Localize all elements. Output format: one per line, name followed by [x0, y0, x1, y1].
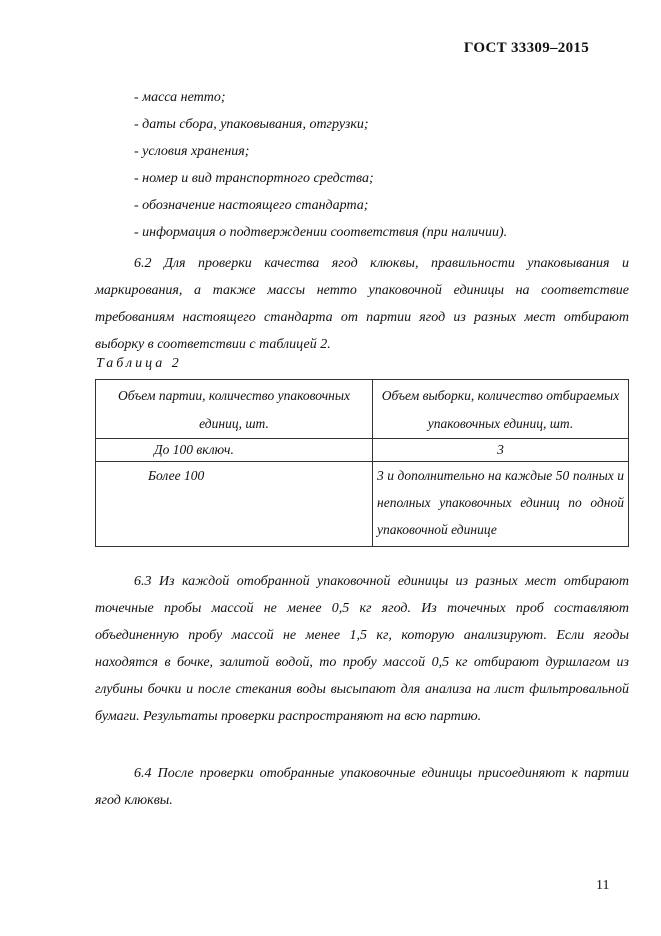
table-cell: 3 [373, 439, 629, 462]
paragraph-6-4 [95, 760, 629, 814]
paragraph-6-3 [95, 568, 629, 730]
list-item: - информация о подтверждении соответствия (при наличии). [134, 225, 508, 240]
sampling-table [95, 379, 629, 547]
list-item: - даты сбора, упаковывания, отгрузки; [134, 117, 369, 132]
document-standard-header: ГОСТ 33309–2015 [463, 40, 589, 56]
table-header-cell: Объем партии, количество упаковочных единиц, шт. [96, 380, 373, 439]
page-number: 11 [596, 878, 610, 893]
table-row [96, 439, 629, 462]
list-item: - номер и вид транспортного средства; [134, 171, 374, 186]
table-cell: Более 100 [96, 462, 373, 547]
table-row [96, 462, 629, 547]
table-header-row [96, 380, 629, 439]
table-header-cell: Объем выборки, количество отбираемых упаковочных единиц, шт. [373, 380, 629, 439]
list-item: - условия хранения; [134, 144, 250, 159]
paragraph-text: 6.4 После проверки отобранные упаковочные единицы присоединяют к партии ягод клюквы. [95, 766, 629, 808]
marking-list [134, 89, 507, 251]
list-item: - обозначение настоящего стандарта; [134, 198, 369, 213]
list-item: - масса нетто; [134, 90, 226, 105]
paragraph-text: 6.2 Для проверки качества ягод клюквы, правильности упаковывания и маркирования, а также массы нетто упаковочной единицы на соответствие требованиям настоящего стандарта от партии ягод из разных мест отбирают выборку в соответствии с таблицей 2. [95, 256, 629, 352]
table-caption: Таблица 2 [96, 356, 182, 371]
paragraph-text: 6.3 Из каждой отобранной упаковочной единицы из разных мест отбирают точечные пробы массой не менее 0,5 кг ягод. Из точечных проб составляют объединенную пробу массой не менее 1,5 кг, которую анализируют. Если ягоды находятся в бочке, залитой водой, то пробу массой 0,5 кг отбирают дуршлагом из глубины бочки и после стекания воды высыпают для анализа на лист фильтровальной бумаги. Результаты проверки распространяют на всю партию. [95, 574, 629, 724]
table-cell: До 100 включ. [96, 439, 373, 462]
paragraph-6-2 [95, 250, 629, 358]
table-cell: 3 и дополнительно на каждые 50 полных и неполных упаковочных единиц по одной упаковочной единице [373, 462, 629, 547]
